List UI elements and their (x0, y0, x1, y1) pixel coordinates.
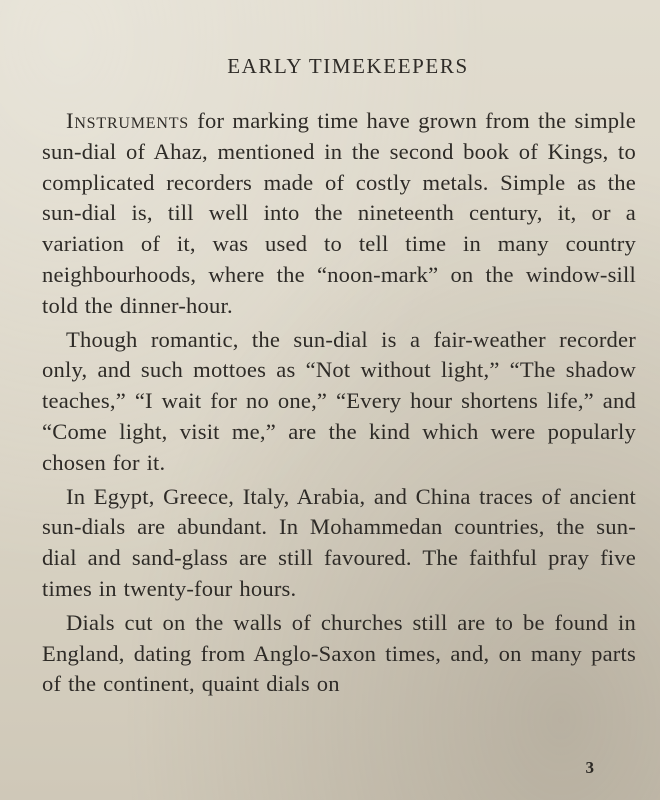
paragraph-text: In Egypt, Greece, Italy, Arabia, and China traces of ancient sun-dials are abundant. In Mohammedan countries, the sun-dial and sand-glass are still favoured. The faithful pray five times in twenty-four hours. (42, 483, 636, 601)
running-head: EARLY TIMEKEEPERS (227, 54, 469, 78)
paragraph-text: for marking time have grown from the simple sun-dial of Ahaz, mentioned in the second book of Kings, to complicated recorders made of costly metals. Simple as the sun-dial is, till well into the nineteenth century, it, or a variation of it, was used to tell time in many country neighbourhoods, where the “noon-mark” on the window-sill told the dinner-hour. (42, 108, 636, 318)
paragraph-lead-small-caps: Instruments (66, 108, 190, 133)
paragraph-3 (42, 482, 636, 605)
paragraph-4 (42, 608, 636, 700)
page-number: 3 (585, 758, 594, 777)
paragraph-text: Dials cut on the walls of churches still are to be found in England, dating from Anglo-Saxon times, and, on many parts of the continent, quaint dials on (42, 609, 636, 697)
paragraph-1 (42, 106, 636, 322)
paragraph-text: Though romantic, the sun-dial is a fair-weather recorder only, and such mottoes as “Not without light,” “The shadow teaches,” “I wait for no one,” “Every hour shortens life,” and “Come light, visit me,” are the kind which were popularly chosen for it. (42, 326, 636, 475)
paragraph-2 (42, 325, 636, 479)
body-text (42, 106, 636, 703)
